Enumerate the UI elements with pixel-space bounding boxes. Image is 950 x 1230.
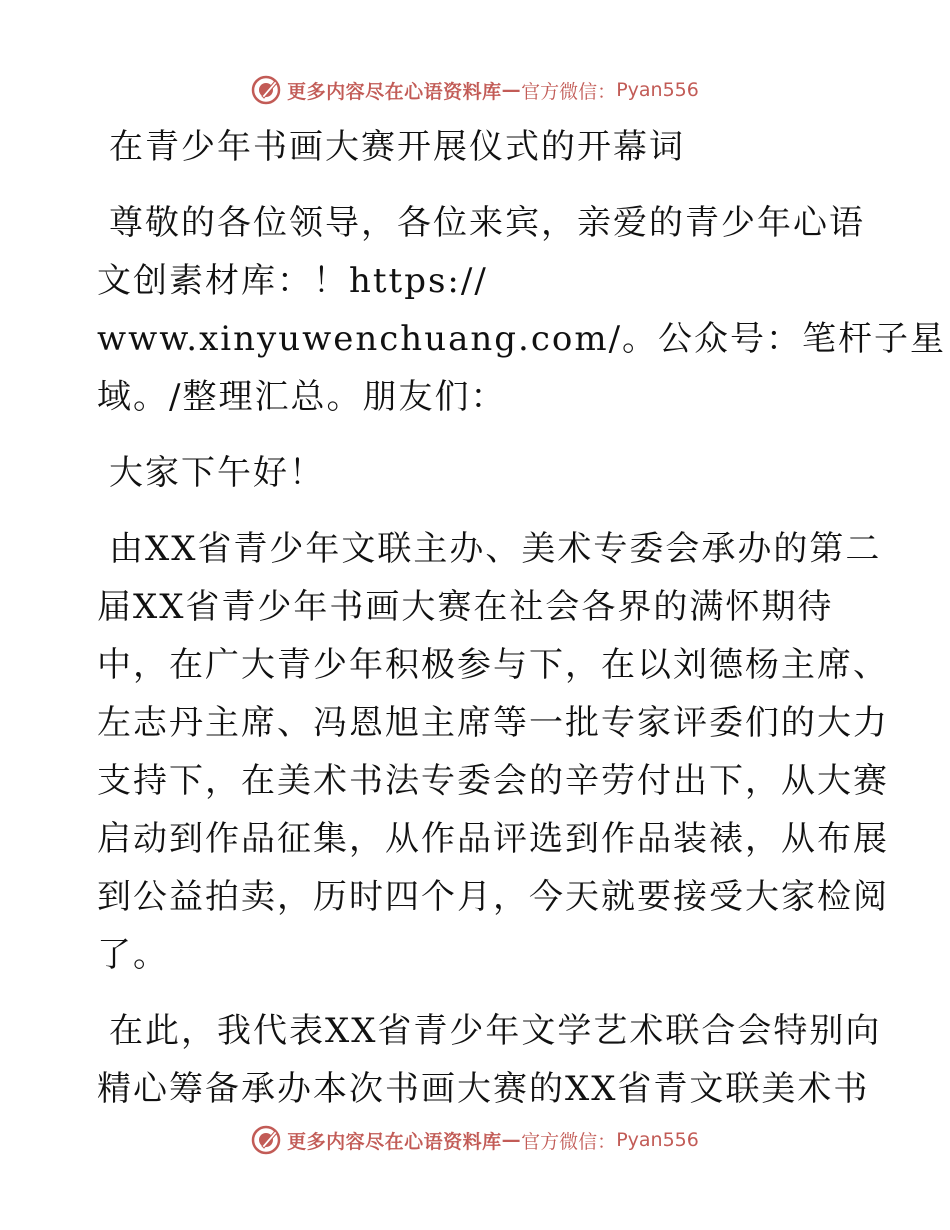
paragraph-line: 文创素材库：！https:// bbox=[97, 261, 488, 301]
wechat-label: 官方微信： bbox=[521, 1130, 617, 1153]
brush-logo-icon bbox=[251, 75, 281, 105]
paragraph-line: 由XX省青少年文联主办、美术专委会承办的第二 bbox=[109, 529, 882, 569]
wechat-label: 官方微信： bbox=[521, 80, 617, 103]
wechat-id: Pyan556 bbox=[616, 79, 699, 101]
paragraph-line: 届XX省青少年书画大赛在社会各界的满怀期待 bbox=[97, 587, 834, 627]
banner-dash: — bbox=[501, 1129, 522, 1151]
header-watermark-banner bbox=[0, 70, 950, 110]
paragraph-greeting bbox=[97, 194, 947, 426]
footer-watermark-banner bbox=[0, 1120, 950, 1160]
paragraph-line: 大家下午好！ bbox=[109, 453, 325, 493]
brush-logo-icon bbox=[251, 1125, 281, 1155]
paragraph-line: 中，在广大青少年积极参与下，在以刘德杨主席、 bbox=[97, 645, 889, 685]
paragraph-line: 精心筹备承办本次书画大赛的XX省青文联美术书 bbox=[97, 1069, 870, 1109]
paragraph-line: 到公益拍卖，历时四个月，今天就要接受大家检阅 bbox=[97, 877, 889, 917]
paragraph-introduction bbox=[97, 520, 889, 984]
paragraph-line: 在此，我代表XX省青少年文学艺术联合会特别向 bbox=[109, 1011, 882, 1051]
paragraph-line: 尊敬的各位领导，各位来宾，亲爱的青少年心语 bbox=[109, 203, 865, 243]
wechat-id: Pyan556 bbox=[616, 1129, 699, 1151]
paragraph-line: 启动到作品征集，从作品评选到作品装裱，从布展 bbox=[97, 819, 889, 859]
paragraph-line: www.xinyuwenchuang.com/。公众号：笔杆子星 bbox=[97, 319, 947, 359]
paragraph-line: 了。 bbox=[97, 935, 169, 975]
promo-text: 更多内容尽在心语资料库 bbox=[287, 80, 502, 103]
document-body bbox=[97, 118, 947, 1118]
promo-text: 更多内容尽在心语资料库 bbox=[287, 1130, 502, 1153]
paragraph-line: 域。/整理汇总。朋友们： bbox=[97, 377, 507, 417]
paragraph-thanks bbox=[97, 1002, 882, 1118]
paragraph-line: 支持下，在美术书法专委会的辛劳付出下，从大赛 bbox=[97, 761, 889, 801]
document-title: 在青少年书画大赛开展仪式的开幕词 bbox=[109, 127, 685, 167]
paragraph-good-afternoon bbox=[97, 444, 857, 502]
banner-dash: — bbox=[501, 79, 522, 101]
paragraph-line: 左志丹主席、冯恩旭主席等一批专家评委们的大力 bbox=[97, 703, 889, 743]
